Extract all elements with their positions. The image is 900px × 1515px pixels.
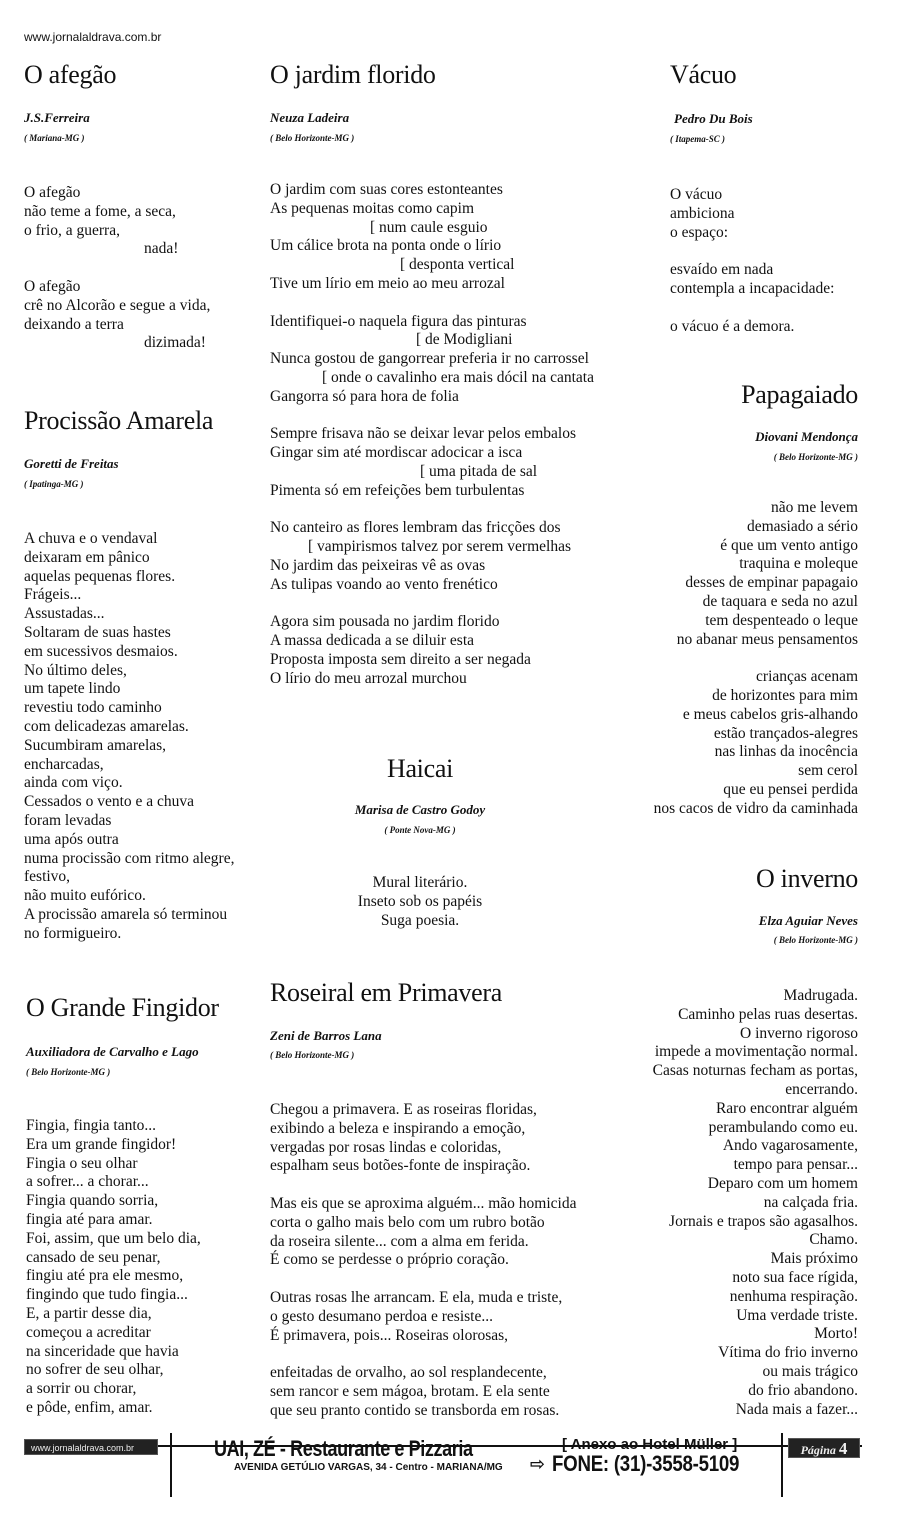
arrow-right-icon: ⇨ [530, 1454, 546, 1475]
poem-line: dizimada! [144, 334, 206, 352]
poem-line: Suga poesia. [380, 911, 460, 929]
footer-ad-banner [24, 1433, 862, 1497]
poem-line: As tulipas voando ao vento frenético [270, 575, 498, 593]
poem-line: Gangorra só para hora de folia [270, 387, 459, 405]
poem-line: Sempre frisava não se deixar levar pelos embalos [270, 425, 577, 443]
ad-restaurant-name: UAI, ZÉ - Restaurante e Pizzaria [214, 1436, 473, 1461]
poem-line: na calçada fria. [763, 1193, 858, 1211]
poem-line: sem cerol [798, 762, 858, 780]
poem-line: Mural literário. [372, 874, 468, 891]
ad-phone: FONE: (31)-3558-5109 [552, 1451, 740, 1476]
poem-title-fingidor: O Grande Fingidor [26, 993, 219, 1022]
poem-line: Uma verdade triste. [736, 1306, 858, 1324]
poem-line [270, 1270, 610, 1289]
poem-body-papagaiado [600, 499, 858, 819]
poem-line: crianças acenam [756, 668, 858, 686]
poem-line: Casas noturnas fecham as portas, [652, 1062, 858, 1080]
poem-title-haicai: Haicai [386, 754, 454, 783]
poem-title-vacuo: Vácuo [670, 60, 737, 89]
page-label: Página [800, 1443, 836, 1457]
poem-line: Pimenta só em refeições bem turbulentas [270, 481, 525, 499]
poem-line: Caminho pelas ruas desertas. [678, 1005, 858, 1023]
poem-line: e pôde, enfim, amar. [26, 1398, 153, 1416]
poem-line [670, 242, 862, 261]
page-number-badge [788, 1438, 860, 1458]
poem-line: nada! [144, 240, 179, 258]
poem-line: que seu pranto contido se transborda em rosas. [270, 1401, 560, 1419]
poem-line: Mais próximo [770, 1250, 858, 1268]
poem-body-haicai [320, 874, 520, 930]
poem-line: fingindo que tudo fingia... [26, 1286, 188, 1304]
poem-body-vacuo [670, 186, 862, 336]
poem-author-vacuo: Pedro Du Bois [674, 111, 753, 126]
poem-line: Jornais e trapos são agasalhos. [669, 1212, 858, 1230]
poem-origin-papagaiado: ( Belo Horizonte-MG ) [773, 452, 858, 462]
poem-line [24, 259, 224, 278]
poem-line: Soltaram de suas hastes [24, 623, 171, 641]
poem-line: O jardim com suas cores estonteantes [270, 181, 503, 198]
poem-line: exibindo a beleza e inspirando a emoção, [270, 1119, 526, 1137]
poem-line: esvaído em nada [670, 261, 774, 279]
poem-line: Nunca gostou de gangorrear preferia ir no carrossel [270, 350, 589, 368]
poem-line: [ num caule esguio [370, 218, 488, 236]
poem-line: Raro encontrar alguém [715, 1099, 858, 1117]
poem-line: Nada mais a fazer... [735, 1400, 858, 1418]
poem-line: Era um grande fingidor! [26, 1135, 177, 1153]
poem-line: e meus cabelos gris-alhando [682, 705, 858, 723]
poem-body-procissao [24, 530, 264, 944]
poem-line: deixaram em pânico [24, 548, 150, 566]
poem-line: ou mais trágico [762, 1362, 858, 1380]
poem-origin-fingidor: ( Belo Horizonte-MG ) [26, 1067, 111, 1077]
poem-line: O afegão [24, 184, 81, 201]
poem-line: aquelas pequenas flores. [24, 567, 176, 585]
poem-line: crê no Alcorão e segue a vida, [24, 296, 211, 314]
poem-line [600, 649, 858, 668]
poem-line: O lírio do meu arrozal murchou [270, 669, 467, 687]
poem-line: no sofrer de seu olhar, [26, 1361, 164, 1379]
poem-line: contempla a incapacidade: [670, 279, 835, 297]
poem-line: Assustadas... [24, 605, 105, 623]
poem-line: de horizontes para mim [712, 686, 858, 704]
poem-title-afegao: O afegão [24, 60, 117, 89]
poem-line: corta o galho mais belo com um rubro botão [270, 1213, 545, 1231]
poem-line: [ vampirismos talvez por serem vermelhas [308, 538, 571, 556]
poem-line: A procissão amarela só terminou [24, 905, 228, 923]
poem-line: a sofrer... a chorar... [26, 1173, 149, 1191]
footer-divider-left [170, 1433, 172, 1497]
ad-annex: [ Anexo ao Hotel Müller ] [562, 1436, 738, 1453]
site-url[interactable]: www.jornalaldrava.com.br [24, 30, 162, 44]
poem-line: o espaço: [670, 223, 729, 241]
poem-author-fingidor: Auxiliadora de Carvalho e Lago [26, 1044, 199, 1059]
ad-address: AVENIDA GETÚLIO VARGAS, 34 - Centro - MARIANA/MG [234, 1462, 503, 1473]
poem-line: Vítima do frio inverno [718, 1344, 858, 1362]
poem-line: As pequenas moitas como capim [270, 199, 475, 217]
poem-line: não muito eufórico. [24, 887, 146, 905]
poem-author-roseiral: Zeni de Barros Lana [270, 1028, 382, 1043]
poem-line [270, 501, 640, 520]
poem-line: [ onde o cavalinho era mais dócil na cantata [322, 368, 594, 386]
poem-line: revestiu todo caminho [24, 699, 162, 717]
poem-body-jardim [270, 181, 640, 689]
poem-line: Identifiquei-o naquela figura das pinturas [270, 312, 527, 330]
poem-line [670, 299, 862, 318]
poem-line: Inseto sob os papéis [357, 892, 483, 910]
poem-origin-jardim: ( Belo Horizonte-MG ) [270, 133, 355, 143]
poem-line: E, a partir desse dia, [26, 1304, 152, 1322]
poem-line: fingia até para amar. [26, 1210, 153, 1228]
poem-line: nenhuma respiração. [729, 1287, 858, 1305]
poem-line: No jardim das peixeiras vê as ovas [270, 556, 486, 574]
poem-line: no formigueiro. [24, 924, 122, 942]
poem-line: Tive um lírio em meio ao meu arrozal [270, 274, 505, 292]
poem-line [270, 407, 640, 426]
poem-line [270, 1176, 610, 1195]
poem-line: um tapete lindo [24, 680, 121, 698]
poem-line: o gesto desumano perdoa e resiste... [270, 1307, 493, 1325]
poem-line: noto sua face rígida, [732, 1268, 858, 1286]
poem-line: ainda com viço. [24, 774, 123, 792]
poem-line: encharcadas, [24, 755, 104, 773]
poem-line: fingiu até pra ele mesmo, [26, 1267, 184, 1285]
page-number: 4 [838, 1439, 848, 1458]
poem-title-roseiral: Roseiral em Primavera [270, 978, 502, 1007]
poem-line: O afegão [24, 277, 81, 295]
poem-line: O vácuo [670, 186, 723, 203]
poem-line: No último deles, [24, 661, 127, 679]
poem-line: A chuva e o vendaval [24, 530, 158, 547]
poem-author-papagaiado: Diovani Mendonça [755, 429, 858, 444]
poem-line: Ando vagarosamente, [722, 1137, 858, 1155]
poem-body-fingidor [26, 1117, 246, 1418]
poem-origin-afegao: ( Mariana-MG ) [24, 133, 85, 143]
poem-line: o frio, a guerra, [24, 221, 120, 239]
poem-line: vergadas por rosas lindas e coloridas, [270, 1138, 502, 1156]
poem-line: cansado de seu penar, [26, 1248, 161, 1266]
poem-line: Frágeis... [24, 586, 82, 604]
poem-line: Gingar sim até mordiscar adocicar a isca [270, 444, 523, 462]
poem-line: Agora sim pousada no jardim florido [270, 613, 500, 631]
poem-line: É como se perdesse o próprio coração. [270, 1251, 509, 1269]
poem-line: ambiciona [670, 204, 735, 222]
poem-line: com delicadezas amarelas. [24, 717, 189, 735]
poem-line: No canteiro as flores lembram das fricções dos [270, 519, 561, 537]
poem-line: enfeitadas de orvalho, ao sol resplandecente, [270, 1364, 547, 1382]
poem-line: festivo, [24, 868, 71, 886]
poem-line: impede a movimentação normal. [654, 1043, 858, 1061]
poem-line [270, 1345, 610, 1364]
poem-author-haicai: Marisa de Castro Godoy [354, 802, 486, 817]
poem-line: em sucessivos desmaios. [24, 642, 178, 660]
poem-line: [ uma pitada de sal [420, 462, 538, 480]
poem-line: Mas eis que se aproxima alguém... mão homicida [270, 1194, 577, 1212]
poem-line: Chegou a primavera. E as roseiras floridas, [270, 1101, 537, 1118]
poem-line: começou a acreditar [26, 1323, 151, 1341]
poem-line: Foi, assim, que um belo dia, [26, 1229, 201, 1247]
poem-title-papagaiado: Papagaiado [741, 380, 858, 409]
poem-line: na sinceridade que havia [26, 1342, 179, 1360]
poem-origin-haicai: ( Ponte Nova-MG ) [384, 825, 456, 835]
poem-line: Proposta imposta sem direito a ser negada [270, 650, 531, 668]
poem-line: Fingia o seu olhar [26, 1154, 138, 1172]
poem-body-inverno [600, 987, 858, 1419]
footer-divider-right [781, 1433, 783, 1497]
poem-title-jardim: O jardim florido [270, 60, 436, 89]
poem-line: encerrando. [785, 1080, 858, 1098]
poem-author-inverno: Elza Aguiar Neves [758, 913, 858, 928]
poem-line: É primavera, pois... Roseiras olorosas, [270, 1326, 509, 1344]
poem-line: deixando a terra [24, 315, 124, 333]
poem-line: não me levem [771, 499, 858, 516]
poem-line: é que um vento antigo [720, 536, 858, 554]
footer-site-url[interactable]: www.jornalaldrava.com.br [24, 1439, 158, 1455]
poem-origin-procissao: ( Ipatinga-MG ) [24, 479, 84, 489]
poem-line: numa procissão com ritmo alegre, [24, 849, 235, 867]
poem-origin-vacuo: ( Itapema-SC ) [670, 134, 725, 144]
poem-line: demasiado a sério [746, 517, 858, 535]
poem-origin-roseiral: ( Belo Horizonte-MG ) [270, 1050, 355, 1060]
poem-line: desses de empinar papagaio [685, 574, 858, 592]
poem-line: traquina e moleque [739, 555, 858, 573]
poem-line: Fingia quando sorria, [26, 1192, 159, 1210]
poem-line: Cessados o vento e a chuva [24, 793, 195, 811]
poem-line: que eu pensei perdida [723, 780, 858, 798]
poem-line: Morto! [814, 1325, 858, 1343]
poem-line: tem despenteado o leque [705, 611, 858, 629]
poem-line: Fingia, fingia tanto... [26, 1117, 157, 1134]
poem-author-afegao: J.S.Ferreira [24, 110, 90, 125]
poem-line: sem rancor e sem mágoa, brotam. E ela sente [270, 1382, 550, 1400]
poem-line: Deparo com um homem [707, 1174, 858, 1192]
poem-line: perambulando como eu. [708, 1118, 858, 1136]
poem-line: A massa dedicada a se diluir esta [270, 632, 475, 650]
poem-author-jardim: Neuza Ladeira [270, 110, 350, 125]
poem-line [270, 294, 640, 313]
poem-line: de taquara e seda no azul [702, 592, 858, 610]
poem-line: O inverno rigoroso [740, 1024, 858, 1042]
poem-line: da roseira silente... com a alma em ferida. [270, 1232, 529, 1250]
poem-line [270, 595, 640, 614]
poem-line: Um cálice brota na ponta onde o lírio [270, 237, 502, 255]
poem-line: o vácuo é a demora. [670, 317, 795, 335]
poem-line: Outras rosas lhe arrancam. E ela, muda e triste, [270, 1288, 563, 1306]
poem-origin-inverno: ( Belo Horizonte-MG ) [773, 935, 858, 945]
poem-line: não teme a fome, a seca, [24, 202, 176, 220]
poem-author-procissao: Goretti de Freitas [24, 456, 119, 471]
poem-line: uma após outra [24, 830, 119, 848]
poem-line: tempo para pensar... [733, 1156, 858, 1174]
poem-line: espalham seus botões-fonte de inspiração. [270, 1157, 531, 1175]
poem-line: Chamo. [809, 1231, 858, 1249]
poem-line: [ desponta vertical [400, 256, 515, 274]
poem-line: no abanar meus pensamentos [676, 630, 858, 648]
poem-line: [ de Modigliani [416, 331, 513, 349]
poem-body-afegao [24, 184, 224, 353]
poem-line: Madrugada. [783, 987, 858, 1004]
poem-title-procissao: Procissão Amarela [24, 406, 214, 435]
poem-title-inverno: O inverno [756, 864, 858, 893]
poem-line: estão trançados-alegres [713, 724, 858, 742]
poem-line: foram levadas [24, 811, 112, 829]
poem-body-roseiral [270, 1101, 610, 1421]
poem-line: Sucumbiram amarelas, [24, 736, 167, 754]
poem-line: do frio abandono. [748, 1381, 858, 1399]
poem-line: a sorrir ou chorar, [26, 1380, 137, 1398]
poem-line: nos cacos de vidro da caminhada [653, 799, 858, 817]
poem-line: nas linhas da inocência [714, 743, 858, 761]
